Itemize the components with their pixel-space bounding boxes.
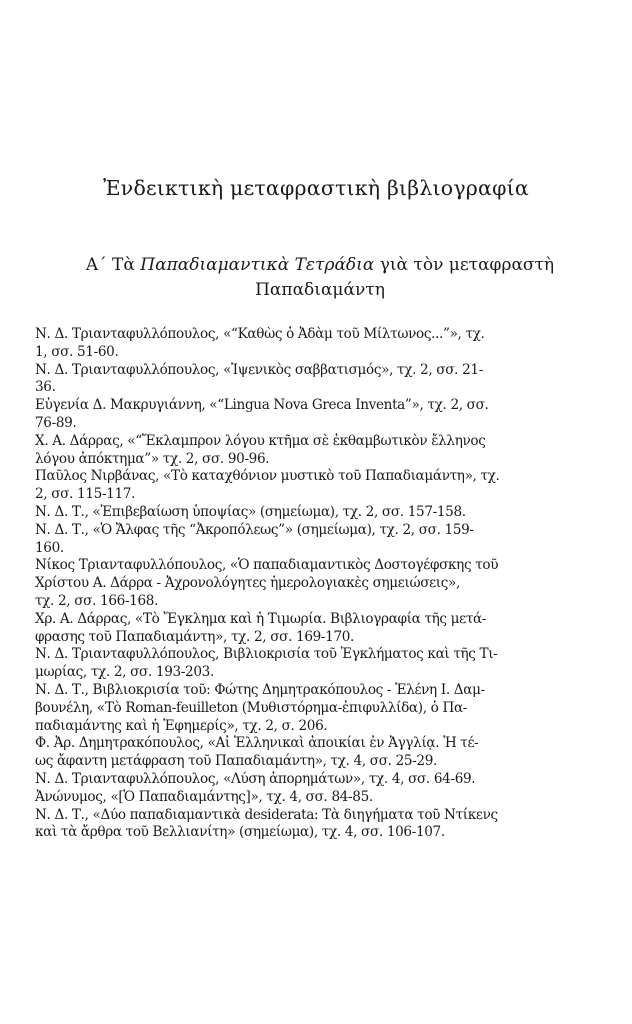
entry-line: Ἀνώνυμος, «[Ὁ Παπαδιαμάντης]», τχ. 4, σσ. 84-85. — [35, 788, 373, 805]
section-title-suffix: γιὰ τὸν μεταφραστὴ — [374, 255, 555, 275]
entry-line: 76-89. — [35, 414, 77, 431]
entry-line: Παῦλος Νιρβάνας, «Τὸ καταχθόνιον μυστικὸ τοῦ Παπαδιαμάντη», τχ. — [35, 468, 500, 485]
entry-line: 1, σσ. 51-60. — [35, 343, 119, 360]
entry-line: καὶ τὰ ἄρθρα τοῦ Βελλιανίτη» (σημείωμα), τχ. 4, σσ. 106-107. — [35, 824, 445, 841]
entry-line: 160. — [35, 539, 64, 556]
entry-line: Χρίστου Α. Δάρρα - Ἀχρονολόγητες ἡμερολογιακὲς σημειώσεις», — [35, 575, 460, 592]
entry-line: φρασης τοῦ Παπαδιαμάντη», τχ. 2, σσ. 169-170. — [35, 628, 355, 645]
bibliography-entry — [35, 735, 587, 771]
chapter-title: Ἐνδεικτικὴ μεταφραστικὴ βιβλιογραφία — [103, 176, 529, 200]
bibliography-entry — [35, 504, 587, 522]
bibliography-entry — [35, 807, 587, 843]
bibliography-list — [35, 326, 587, 842]
bibliography-entry — [35, 397, 587, 433]
section-title-line-2: Παπαδιαμάντη — [255, 280, 385, 300]
bibliography-entry — [35, 557, 587, 610]
entry-line: Ν. Δ. Τριανταφυλλόπουλος, «Λύση ἀπορημάτων», τχ. 4, σσ. 64-69. — [35, 770, 476, 787]
entry-line: τχ. 2, σσ. 166-168. — [35, 592, 159, 609]
entry-line: Ν. Δ. Τριανταφυλλόπουλος, «“Καθὼς ὁ Ἀδὰμ τοῦ Μίλτωνος...”», τχ. — [35, 326, 485, 342]
bibliography-entry — [35, 611, 587, 647]
entry-line: μωρίας, τχ. 2, σσ. 193-203. — [35, 664, 214, 681]
section-title — [60, 253, 580, 303]
entry-line: Ν. Δ. Τ., «Δύο παπαδιαμαντικὰ desiderata: Τὰ διηγήματα τοῦ Ντίκενς — [35, 806, 498, 823]
entry-line: Εὐγενία Δ. Μακρυγιάννη, «“Lingua Nova Greca Inventa”», τχ. 2, σσ. — [35, 397, 489, 414]
entry-line: ως ἄφαντη μετάφραση τοῦ Παπαδιαμάντη», τχ. 4, σσ. 25-29. — [35, 753, 437, 770]
bibliography-entry — [35, 682, 587, 735]
entry-line: Φ. Ἀρ. Δημητρακόπουλος, «Αἱ Ἑλληνικαὶ ἀποικίαι ἐν Ἀγγλίᾳ. Ἡ τέ- — [35, 735, 479, 752]
entry-line: Χρ. Α. Δάρρας, «Τὸ Ἔγκλημα καὶ ἡ Τιμωρία. Βιβλιογραφία τῆς μετά- — [35, 610, 487, 627]
bibliography-entry — [35, 646, 587, 682]
entry-line: Ν. Δ. Τ., «Ἐπιβεβαίωση ὑποψίας» (σημείωμα), τχ. 2, σσ. 157-158. — [35, 503, 466, 520]
bibliography-entry — [35, 433, 587, 469]
entry-line: Ν. Δ. Τ., Βιβλιοκρισία τοῦ: Φώτης Δημητρακόπουλος - Ἑλένη Ι. Δαμ- — [35, 681, 485, 698]
bibliography-entry — [35, 771, 587, 789]
bibliography-entry — [35, 468, 587, 504]
bibliography-entry — [35, 362, 587, 398]
entry-line: Ν. Δ. Τ., «Ὁ Ἄλφας τῆς “Ἀκροπόλεως”» (σημείωμα), τχ. 2, σσ. 159- — [35, 521, 474, 538]
bibliography-entry — [35, 522, 587, 558]
entry-line: Ν. Δ. Τριανταφυλλόπουλος, Βιβλιοκρισία τοῦ Ἐγκλήματος καὶ τῆς Τι- — [35, 646, 498, 663]
entry-line: βουνέλη, «Τὸ Roman-feuilleton (Μυθιστόρημα-ἐπιφυλλίδα), ὁ Πα- — [35, 699, 468, 716]
entry-line: 36. — [35, 379, 56, 396]
bibliography-entry — [35, 789, 587, 807]
section-title-prefix: Α΄ Τὰ — [85, 255, 141, 275]
entry-line: Νίκος Τριανταφυλλόπουλος, «Ὁ παπαδιαμαντικὸς Δοστογέφσκης τοῦ — [35, 557, 499, 574]
entry-line: λόγου ἀπόκτημα”» τχ. 2, σσ. 90-96. — [35, 450, 270, 467]
bibliography-entry — [35, 326, 587, 362]
entry-line: Χ. Α. Δάρρας, «“Ἔκλαμπρον λόγου κτῆμα σὲ ἐκθαμβωτικὸν ἔλληνος — [35, 432, 486, 449]
entry-line: παδιαμάντης καὶ ἡ Ἐφημερίς», τχ. 2, σ. 206. — [35, 717, 328, 734]
entry-line: Ν. Δ. Τριανταφυλλόπουλος, «Ἰψενικὸς σαββατισμός», τχ. 2, σσ. 21- — [35, 361, 483, 378]
entry-line: 2, σσ. 115-117. — [35, 486, 136, 503]
section-title-line-1 — [60, 253, 580, 278]
section-title-italic: Παπαδιαμαντικὰ Τετράδια — [140, 255, 375, 275]
